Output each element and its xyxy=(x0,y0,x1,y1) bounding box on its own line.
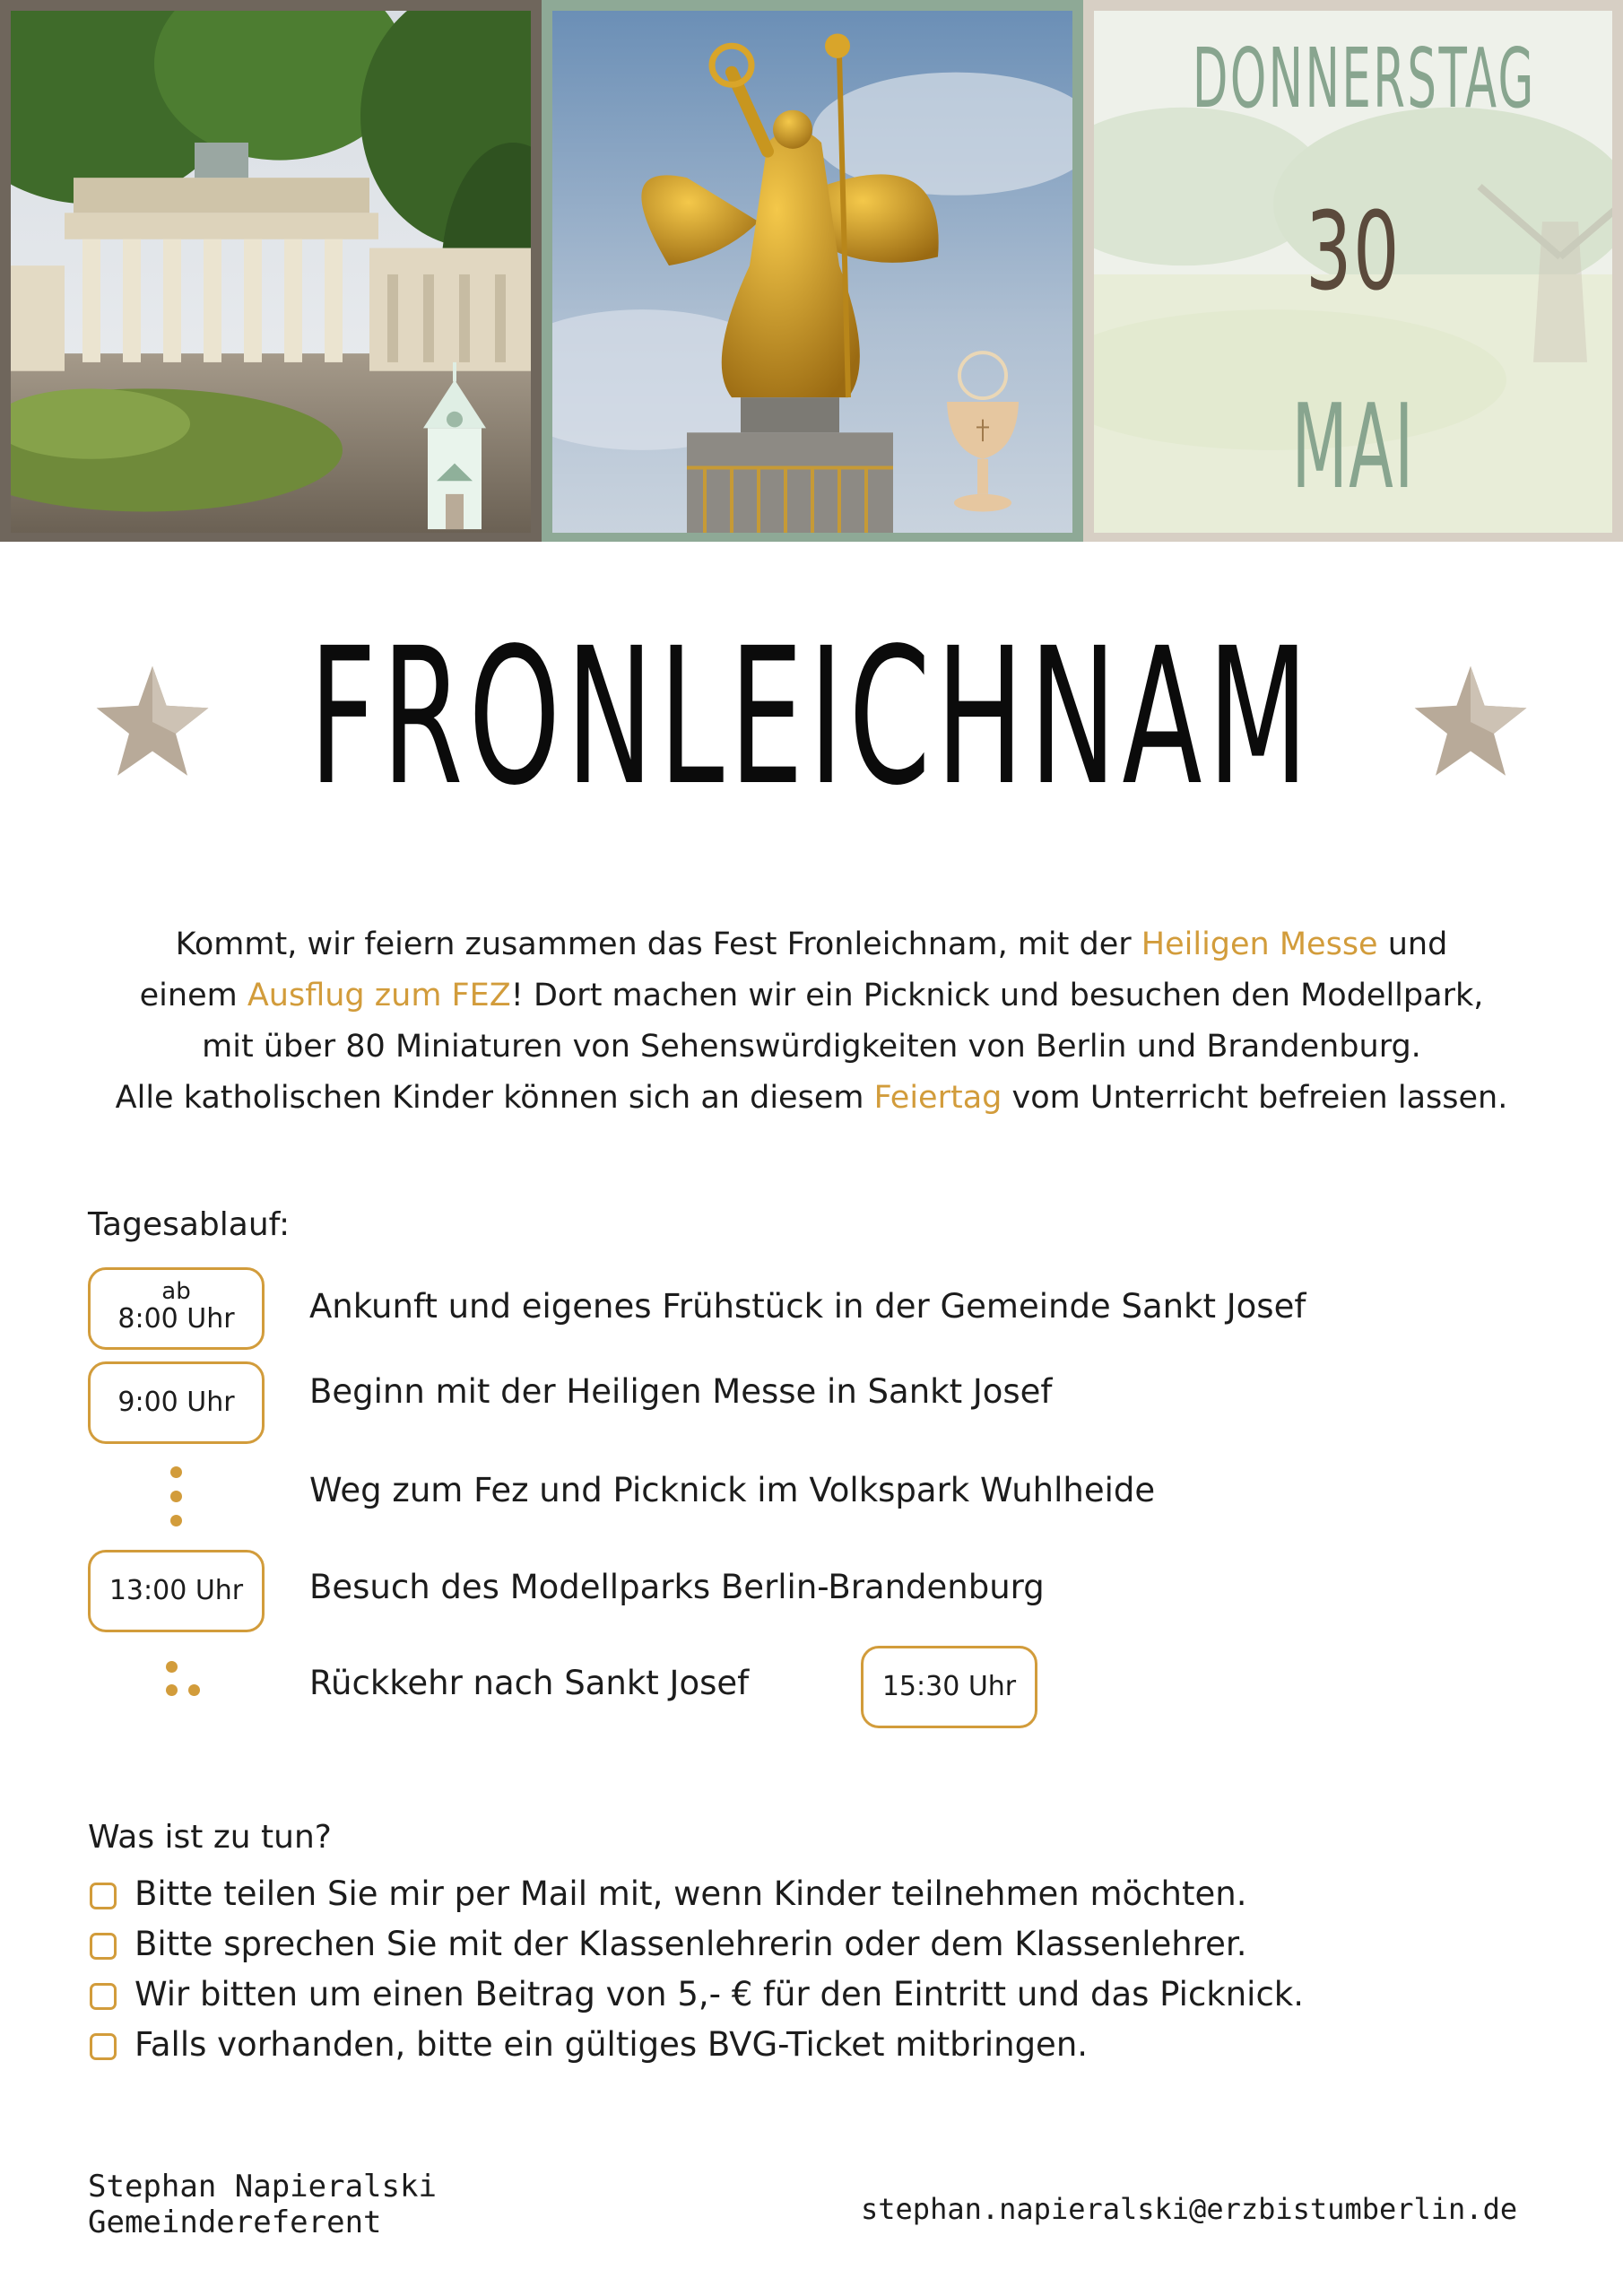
schedule-item-text: Beginn mit der Heiligen Messe in Sankt Josef xyxy=(309,1372,1053,1411)
schedule-item-text: Weg zum Fez und Picknick im Volkspark Wuhlheide xyxy=(309,1471,1156,1509)
dot-icon xyxy=(170,1466,182,1478)
footer-signature xyxy=(88,2169,437,2240)
footer-email[interactable]: stephan.napieralski@erzbistumberlin.de xyxy=(861,2192,1518,2226)
date-day: 30 xyxy=(1305,190,1402,315)
checkbox[interactable] xyxy=(90,1983,117,2010)
intro-text: ! Dort machen wir ein Picknick und besuchen den Modellpark, xyxy=(510,978,1484,1013)
schedule-item-text: Ankunft und eigenes Frühstück in der Gemeinde Sankt Josef xyxy=(309,1287,1306,1326)
intro-text: einem xyxy=(139,978,247,1013)
checkbox[interactable] xyxy=(90,1883,117,1909)
intro-text: Alle katholischen Kinder können sich an diesem xyxy=(115,1080,874,1116)
schedule-item-text: Rückkehr nach Sankt Josef xyxy=(309,1664,750,1702)
time-badge: 15:30 Uhr xyxy=(861,1646,1037,1728)
page-title: FRONLEICHNAM xyxy=(308,607,1315,827)
todo-item: Bitte teilen Sie mir per Mail mit, wenn Kinder teilnehmen möchten. xyxy=(135,1874,1247,1913)
highlight-messe: Heiligen Messe xyxy=(1141,926,1378,962)
intro-line xyxy=(36,970,1587,1022)
todo-heading: Was ist zu tun? xyxy=(88,1819,332,1856)
date-month: MAI xyxy=(1291,378,1415,515)
time-prefix: ab xyxy=(161,1278,191,1305)
dot-icon xyxy=(188,1684,200,1696)
todo-item: Wir bitten um einen Beitrag von 5,- € für den Eintritt und das Picknick. xyxy=(135,1975,1304,2013)
star-icon xyxy=(94,664,211,780)
intro-paragraph xyxy=(36,919,1587,1124)
date-panel xyxy=(1083,0,1623,542)
time-badge xyxy=(88,1267,265,1350)
schedule-heading: Tagesablauf: xyxy=(88,1206,291,1243)
time-badge: 13:00 Uhr xyxy=(88,1550,265,1632)
star-icon xyxy=(1412,664,1529,780)
footer-role: Gemeindereferent xyxy=(88,2205,382,2240)
highlight-ausflug: Ausflug zum FEZ xyxy=(247,978,511,1013)
dot-icon xyxy=(170,1515,182,1526)
dot-icon xyxy=(166,1661,178,1673)
intro-line: mit über 80 Miniaturen von Sehenswürdigkeiten von Berlin und Brandenburg. xyxy=(202,1029,1421,1065)
dot-icon xyxy=(170,1491,182,1502)
dot-icon xyxy=(166,1684,178,1696)
brandenburg-gate-photo xyxy=(0,0,542,542)
time-value: 8:00 Uhr xyxy=(117,1303,235,1335)
checkbox[interactable] xyxy=(90,2033,117,2060)
todo-item: Bitte sprechen Sie mit der Klassenlehrerin oder dem Klassenlehrer. xyxy=(135,1925,1247,1963)
checkbox[interactable] xyxy=(90,1933,117,1960)
intro-text: vom Unterricht befreien lassen. xyxy=(1002,1080,1508,1116)
footer-name: Stephan Napieralski xyxy=(88,2169,437,2205)
intro-line xyxy=(36,1073,1587,1124)
highlight-feiertag: Feiertag xyxy=(873,1080,1002,1116)
todo-item: Falls vorhanden, bitte ein gültiges BVG-Ticket mitbringen. xyxy=(135,2025,1089,2064)
date-weekday: DONNERSTAG xyxy=(1192,30,1536,126)
intro-line xyxy=(36,919,1587,970)
intro-text: Kommt, wir feiern zusammen das Fest Fronleichnam, mit der xyxy=(175,926,1141,962)
victory-column-photo xyxy=(542,0,1083,542)
time-badge: 9:00 Uhr xyxy=(88,1361,265,1444)
schedule-item-text: Besuch des Modellparks Berlin-Brandenburg xyxy=(309,1568,1045,1606)
intro-text: und xyxy=(1377,926,1448,962)
